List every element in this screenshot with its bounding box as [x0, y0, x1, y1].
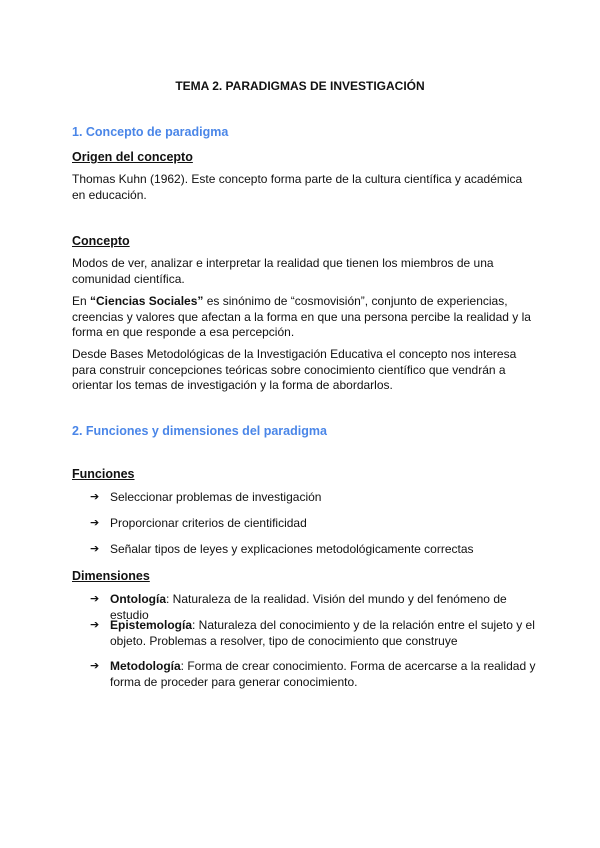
arrow-icon: ➔ — [90, 593, 100, 605]
funciones-item-text: Seleccionar problemas de investigación — [110, 490, 322, 504]
funciones-item-text: Proporcionar criterios de cientificidad — [110, 516, 307, 530]
dimension-desc: : Forma de crear conocimiento. Forma de acercarse a la realidad y forma de proceder para generar conocimiento. — [110, 659, 536, 689]
arrow-icon: ➔ — [90, 660, 100, 672]
origen-heading: Origen del concepto — [72, 150, 193, 164]
section-1-heading: 1. Concepto de paradigma — [72, 125, 229, 139]
p2-bold-term: “Ciencias Sociales” — [90, 294, 204, 308]
dimension-term: Metodología — [110, 659, 181, 673]
dimension-desc: : Naturaleza de la realidad. Visión del mundo y del fenómeno de estudio — [110, 592, 507, 622]
p2-prefix: En — [72, 294, 91, 308]
dimension-desc: : Naturaleza del conocimiento y de la relación entre el sujeto y el objeto. Problemas a resolver, tipo de conocimiento que construye — [110, 618, 535, 648]
funciones-heading: Funciones — [72, 467, 135, 481]
dimensiones-heading: Dimensiones — [72, 569, 150, 583]
arrow-icon: ➔ — [90, 543, 100, 555]
document-title: TEMA 2. PARADIGMAS DE INVESTIGACIÓN — [175, 79, 425, 93]
concepto-paragraph-1: Modos de ver, analizar e interpretar la realidad que tienen los miembros de una comunidad científica. — [72, 256, 494, 286]
dimensiones-item-text — [110, 618, 540, 649]
section-2-heading: 2. Funciones y dimensiones del paradigma — [72, 424, 327, 438]
arrow-icon: ➔ — [90, 619, 100, 631]
arrow-icon: ➔ — [90, 491, 100, 503]
origen-paragraph: Thomas Kuhn (1962). Este concepto forma parte de la cultura científica y académica en educación. — [72, 172, 523, 202]
dimensiones-item-text — [110, 659, 540, 690]
dimension-term: Epistemología — [110, 618, 193, 632]
arrow-icon: ➔ — [90, 517, 100, 529]
concepto-paragraph-2 — [72, 294, 532, 341]
funciones-item-text: Señalar tipos de leyes y explicaciones metodológicamente correctas — [110, 542, 474, 556]
dimension-term: Ontología — [110, 592, 166, 606]
concepto-heading: Concepto — [72, 234, 130, 248]
concepto-paragraph-3: Desde Bases Metodológicas de la Investigación Educativa el concepto nos interesa para construir concepciones teóricas sobre conocimiento científico que vendrán a orientar los temas de investigación y la forma de abordarlos. — [72, 347, 517, 392]
p2-rest: es sinónimo de “cosmovisión”, conjunto de experiencias, creencias y valores que afectan a la forma en que una persona percibe la realidad y la forma en que responde a esa percepción. — [72, 294, 531, 339]
